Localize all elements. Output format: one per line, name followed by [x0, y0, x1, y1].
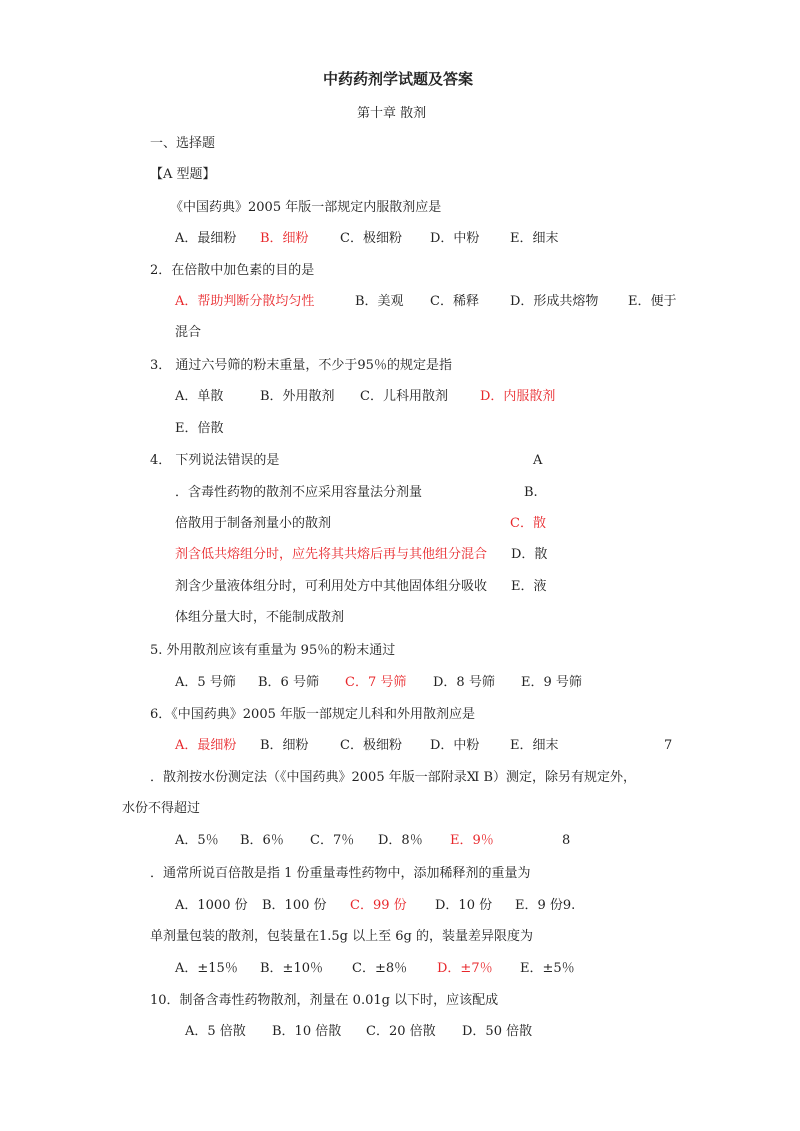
question-5-text: 5. 外用散剂应该有重量为 95％的粉末通过: [150, 643, 396, 658]
question-7-number: 7: [664, 738, 673, 753]
q5-option-a: A．5 号筛: [175, 675, 236, 690]
question-3-text: 3． 通过六号筛的粉末重量，不少于95％的规定是指: [150, 358, 452, 373]
q2-option-d: D．形成共熔物: [510, 294, 599, 309]
question-2-text: 2．在倍散中加色素的目的是: [150, 263, 315, 278]
q4-line-2: 倍散用于制备剂量小的散剂: [175, 516, 332, 531]
q4-option-d-label: D．散: [511, 547, 548, 562]
q3-option-a: A．单散: [175, 389, 224, 404]
q8-option-b: B．100 份: [262, 898, 327, 913]
question-6-text: 6．《中国药典》2005 年版一部规定儿科和外用散剂应是: [150, 707, 475, 722]
q7-option-b: B．6％: [240, 833, 284, 848]
q9-option-a: A．±15％: [175, 961, 238, 976]
q1-option-e: E．细末: [510, 231, 559, 246]
q4-option-b-label: B.: [524, 485, 538, 500]
q6-option-d: D．中粉: [430, 738, 480, 753]
q3-option-e: E．倍散: [175, 421, 224, 436]
q7-option-a: A．5％: [175, 833, 219, 848]
q2-option-e: E．便于: [628, 294, 677, 309]
q2-option-b: B．美观: [355, 294, 404, 309]
q6-option-b: B．细粉: [260, 738, 309, 753]
q6-option-e: E．细末: [510, 738, 559, 753]
q4-line-1: ．含毒性药物的散剂不应采用容量法分剂量: [175, 485, 423, 500]
q3-option-b: B．外用散剂: [260, 389, 335, 404]
q4-line-5: 体组分量大时，不能制成散剂: [175, 610, 345, 625]
q2-option-a-answer: A．帮助判断分散均匀性: [175, 294, 315, 309]
q7-option-d: D．8％: [378, 833, 423, 848]
q1-option-b-answer: B．细粉: [260, 231, 309, 246]
q9-option-e: E．±5％: [520, 961, 575, 976]
q9-option-c: C．±8％: [352, 961, 408, 976]
q4-line-4: 剂含少量液体组分时，可利用处方中其他固体组分吸收: [175, 579, 488, 594]
q9-option-b: B．±10％: [260, 961, 323, 976]
q5-option-c-answer: C．7 号筛: [345, 675, 407, 690]
q8-option-e: E．9 份9.: [515, 898, 576, 913]
q8-option-c-answer: C．99 份: [350, 898, 407, 913]
question-4-text: 4． 下列说法错误的是: [150, 453, 280, 468]
q10-option-d: D．50 倍散: [462, 1024, 533, 1039]
q8-option-a: A．1000 份: [175, 898, 248, 913]
q5-option-d: D．8 号筛: [433, 675, 495, 690]
section-heading: 一、选择题: [150, 136, 216, 151]
q4-option-c-label: C．散: [510, 516, 546, 531]
document-title: 中药药剂学试题及答案: [323, 70, 474, 88]
question-10-text: 10．制备含毒性药物散剂，剂量在 0.01g 以下时，应该配成: [150, 993, 499, 1008]
chapter-heading: 第十章 散剂: [357, 106, 427, 121]
q4-option-e-label: E．液: [511, 579, 547, 594]
question-9-text: 单剂量包装的散剂，包装量在1.5g 以上至 6g 的，装量差异限度为: [150, 929, 533, 944]
q3-option-d-answer: D．内服散剂: [480, 389, 556, 404]
q6-option-a-answer: A．最细粉: [175, 738, 237, 753]
question-7-text-continued: 水份不得超过: [122, 801, 201, 816]
question-type-heading: 【A 型题】: [150, 167, 216, 182]
question-8-text: ．通常所说百倍散是指 1 份重量毒性药物中，添加稀释剂的重量为: [150, 866, 531, 881]
q2-option-e-continued: 混合: [175, 325, 202, 340]
q5-option-b: B．6 号筛: [258, 675, 319, 690]
question-8-number: 8: [562, 833, 571, 848]
q4-line-3-answer: 剂含低共熔组分时，应先将其共熔后再与其他组分混合: [175, 547, 488, 562]
question-1-text: 《中国药典》2005 年版一部规定内服散剂应是: [170, 200, 442, 215]
q10-option-b: B．10 倍散: [272, 1024, 342, 1039]
q1-option-d: D．中粉: [430, 231, 480, 246]
q8-option-d: D．10 份: [435, 898, 493, 913]
q1-option-c: C．极细粉: [340, 231, 402, 246]
q10-option-a: A．5 倍散: [185, 1024, 246, 1039]
q1-option-a: A．最细粉: [175, 231, 237, 246]
q2-option-c: C．稀释: [430, 294, 479, 309]
q4-option-a-label: A: [533, 453, 543, 468]
q10-option-c: C．20 倍散: [366, 1024, 436, 1039]
q6-option-c: C．极细粉: [340, 738, 402, 753]
q9-option-d-answer: D．±7％: [437, 961, 493, 976]
q3-option-c: C．儿科用散剂: [360, 389, 448, 404]
question-7-text: ．散剂按水份测定法（《中国药典》2005 年版一部附录Ⅺ B）测定，除另有规定外，: [150, 770, 636, 785]
q7-option-c: C．7％: [310, 833, 355, 848]
q7-option-e-answer: E．9％: [450, 833, 494, 848]
q5-option-e: E．9 号筛: [521, 675, 582, 690]
